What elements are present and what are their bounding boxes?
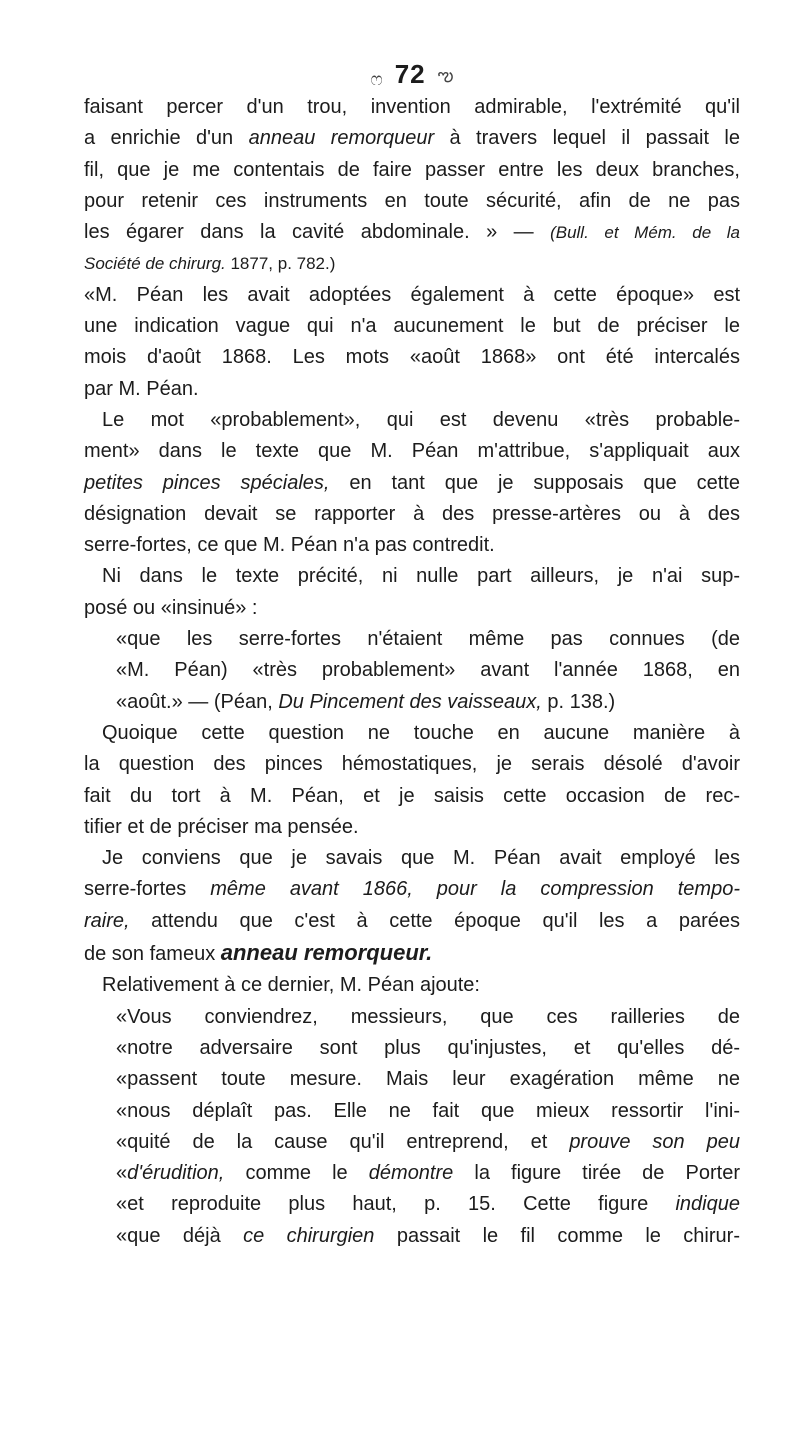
text-run: p. 138.) bbox=[541, 690, 616, 713]
text-run: «M. Péan les avait adoptées également à cette époque» est bbox=[84, 283, 740, 306]
text-run: «passent toute mesure. Mais leur exagération même ne bbox=[116, 1068, 740, 1091]
text-run: Société de chirurg. bbox=[84, 254, 226, 274]
text-run: «août.» — (Péan, bbox=[116, 690, 279, 713]
text-line bbox=[84, 561, 740, 592]
text-run: 1877, p. 782.) bbox=[225, 254, 336, 274]
text-run: ment» dans le texte que M. Péan m'attribue, s'appliquait aux bbox=[84, 440, 740, 463]
text-run: Quoique cette question ne touche en aucune manière à bbox=[102, 721, 740, 744]
text-run: «notre adversaire sont plus qu'injustes, et qu'elles dé- bbox=[116, 1036, 740, 1059]
text-run: anneau remorqueur bbox=[248, 127, 435, 150]
text-line bbox=[84, 311, 740, 342]
text-line bbox=[84, 374, 740, 405]
text-line bbox=[84, 468, 740, 499]
text-line bbox=[84, 718, 740, 749]
text-line bbox=[84, 217, 740, 248]
text-line bbox=[84, 186, 740, 217]
text-line bbox=[84, 436, 740, 467]
text-run: passait le fil comme le chirur- bbox=[374, 1224, 740, 1247]
text-run: tifier et de préciser ma pensée. bbox=[84, 815, 359, 838]
text-run: une indication vague qui n'a aucunement le but de préciser le bbox=[84, 315, 740, 338]
text-line bbox=[84, 937, 740, 970]
text-line bbox=[84, 499, 740, 530]
text-run: la figure tirée de Porter bbox=[453, 1162, 740, 1185]
text-run: en tant que je supposais que cette bbox=[329, 471, 740, 494]
text-run: «que les serre-fortes n'étaient même pas connues (de bbox=[116, 628, 740, 651]
text-line bbox=[84, 749, 740, 780]
ornament-right: ఌ bbox=[437, 65, 454, 85]
text-line bbox=[84, 248, 740, 279]
text-run: par M. Péan. bbox=[84, 377, 199, 400]
text-run: a enrichie d'un bbox=[84, 127, 249, 150]
text-line bbox=[84, 280, 740, 311]
text-run: mois d'août 1868. Les mots «août 1868» ont été intercalés bbox=[84, 346, 740, 369]
text-run: indique bbox=[675, 1193, 740, 1216]
text-line bbox=[84, 1158, 740, 1189]
text-run: de son fameux bbox=[84, 943, 221, 966]
text-run: attendu que c'est à cette époque qu'il les a parées bbox=[129, 909, 740, 932]
text-line bbox=[84, 781, 740, 812]
text-line bbox=[84, 687, 740, 718]
page-header bbox=[84, 0, 740, 92]
text-run: comme le bbox=[224, 1162, 369, 1185]
text-run: démontre bbox=[368, 1162, 454, 1185]
text-run: «nous déplaît pas. Elle ne fait que mieux ressortir l'ini- bbox=[116, 1099, 740, 1122]
text-line bbox=[84, 593, 740, 624]
text-line bbox=[84, 1096, 740, 1127]
text-line bbox=[84, 155, 740, 186]
ornament-left: ෆ bbox=[370, 69, 383, 89]
text-run: anneau remorqueur. bbox=[220, 940, 433, 966]
text-run: désignation devait se rapporter à des presse-artères ou à des bbox=[84, 502, 740, 525]
text-line bbox=[84, 655, 740, 686]
text-run: prouve son peu bbox=[569, 1130, 740, 1153]
text-run: même avant 1866, pour la compression tempo- bbox=[210, 878, 740, 901]
text-run: «que déjà bbox=[116, 1224, 244, 1247]
text-run: serre-fortes bbox=[84, 878, 211, 901]
text-line bbox=[84, 92, 740, 123]
text-line bbox=[84, 970, 740, 1001]
text-line bbox=[84, 624, 740, 655]
text-run: faisant percer d'un trou, invention admirable, l'extrémité qu'il bbox=[84, 96, 740, 118]
text-run: «M. Péan) «très probablement» avant l'année 1868, en bbox=[116, 659, 740, 682]
text-line bbox=[84, 874, 740, 905]
text-run: à travers lequel il passait le bbox=[434, 127, 740, 150]
text-run: Ni dans le texte précité, ni nulle part ailleurs, je n'ai sup- bbox=[102, 565, 740, 588]
text-line bbox=[84, 812, 740, 843]
text-run: «et reproduite plus haut, p. 15. Cette figure bbox=[116, 1193, 676, 1216]
text-run: «Vous conviendrez, messieurs, que ces railleries de bbox=[116, 1005, 740, 1028]
text-line bbox=[84, 843, 740, 874]
text-line bbox=[84, 1221, 740, 1252]
text-line bbox=[84, 1127, 740, 1158]
text-line bbox=[84, 123, 740, 154]
page-number: 72 bbox=[394, 59, 426, 89]
text-line bbox=[84, 1189, 740, 1220]
text-run: serre-fortes, ce que M. Péan n'a pas contredit. bbox=[84, 534, 495, 557]
text-run: Le mot «probablement», qui est devenu «très probable- bbox=[102, 408, 740, 431]
body-text bbox=[84, 92, 740, 1252]
text-line bbox=[84, 1033, 740, 1064]
text-run: raire, bbox=[84, 909, 130, 932]
text-line bbox=[84, 906, 740, 937]
text-run: fait du tort à M. Péan, et je saisis cette occasion de rec- bbox=[84, 784, 740, 807]
text-run: petites pinces spéciales, bbox=[84, 471, 330, 494]
text-run: Relativement à ce dernier, M. Péan ajoute: bbox=[102, 974, 480, 997]
text-run: les égarer dans la cavité abdominale. » — bbox=[84, 221, 551, 244]
text-run: pour retenir ces instruments en toute sécurité, afin de ne pas bbox=[84, 189, 740, 212]
text-line bbox=[84, 530, 740, 561]
text-line bbox=[84, 405, 740, 436]
text-run: fil, que je me contentais de faire passer entre les deux branches, bbox=[84, 158, 740, 181]
text-run: d'érudition, bbox=[127, 1162, 225, 1185]
text-run: ce chirurgien bbox=[243, 1224, 375, 1247]
text-line bbox=[84, 342, 740, 373]
text-run: « bbox=[116, 1162, 128, 1185]
text-line bbox=[84, 1064, 740, 1095]
text-run: posé ou «insinué» : bbox=[84, 596, 258, 619]
text-line bbox=[84, 1002, 740, 1033]
text-run: Du Pincement des vaisseaux, bbox=[278, 690, 542, 713]
text-run: (Bull. et Mém. de la bbox=[550, 223, 740, 243]
text-run: la question des pinces hémostatiques, je serais désolé d'avoir bbox=[84, 753, 740, 776]
text-run: «quité de la cause qu'il entreprend, et bbox=[116, 1130, 570, 1153]
text-run: Je conviens que je savais que M. Péan avait employé les bbox=[102, 847, 740, 870]
